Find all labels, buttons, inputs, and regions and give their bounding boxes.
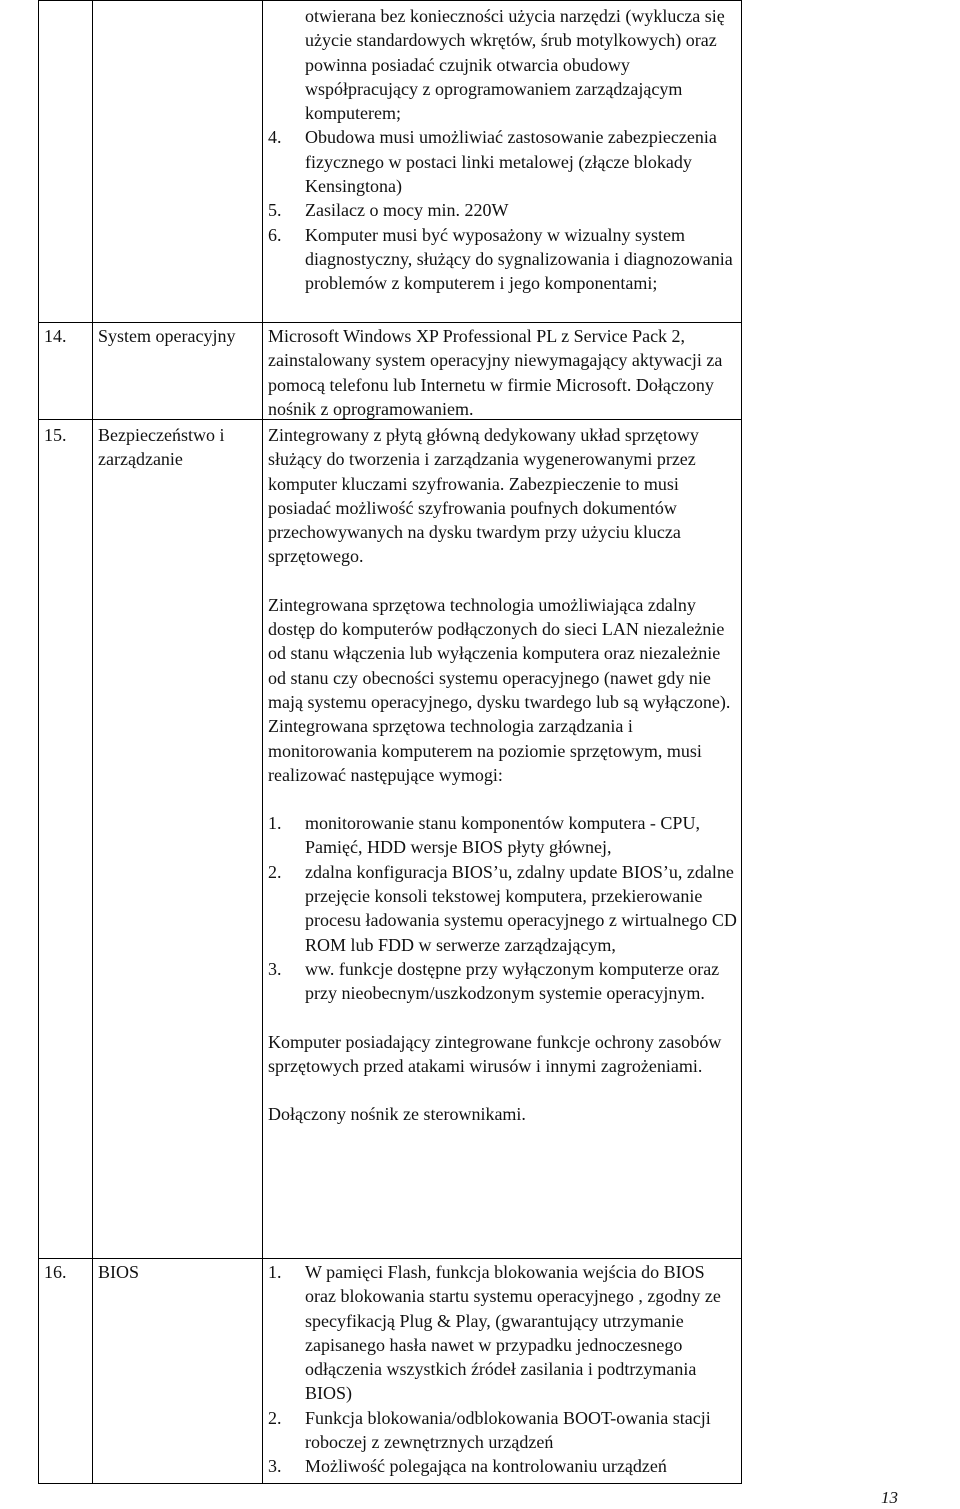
row-number: 14. xyxy=(44,326,67,346)
list-item xyxy=(268,4,733,125)
row-number: 15. xyxy=(44,425,67,445)
paragraph: Dołączony nośnik ze sterownikami. xyxy=(268,1104,526,1125)
row-number: 16. xyxy=(44,1262,67,1282)
table-border-left xyxy=(38,0,39,1484)
list-item-text: otwierana bez konieczności użycia narzędzi (wyklucza się użycie standardowych wkrętów, śrub motylkowych) oraz powinna posiadać czujnik otwarcia obudowy współpracujący z oprogramowaniem zarządzającym komputerem; xyxy=(305,6,725,124)
list-item-number: 5. xyxy=(268,200,282,221)
paragraph: Zintegrowana sprzętowa technologia umożliwiająca zdalny dostęp do komputerów podłączonych do sieci LAN niezależnie od stanu włączenia lub wyłączenia komputera oraz niezależnie od stanu czy obecności systemu operacyjnego (nawet gdy nie mają systemu operacyjnego, dysku twardego lub są wyłączone). Zintegrowana sprzętowa technologia zarządzania i monitorowania komputerem na poziomie sprzętowym, musi realizować następujące wymogi: xyxy=(268,594,731,785)
list-item xyxy=(268,125,733,198)
row-label: Bezpieczeństwo i zarządzanie xyxy=(98,425,225,470)
list-item-number: 3. xyxy=(268,958,282,979)
table-border-num-col xyxy=(92,0,93,1484)
list-item-text: Możliwość polegająca na kontrolowaniu urządzeń xyxy=(305,1456,667,1477)
list-item-number: 3. xyxy=(268,1456,282,1477)
list-item-text: monitorowanie stanu komponentów komputera - CPU, Pamięć, HDD wersje BIOS płyty głównej, xyxy=(305,813,700,858)
list-item xyxy=(268,1454,738,1478)
list-item xyxy=(268,957,738,1006)
list-item xyxy=(268,860,738,957)
table-row-border xyxy=(38,1258,741,1259)
list-item-text: W pamięci Flash, funkcja blokowania wejścia do BIOS oraz blokowania startu systemu operacyjnego , zgodny ze specyfikacją Plug & Play, (gwarantujący utrzymanie zapisanego hasła nawet w przypadku jednoczesnego odłączenia wszystkich źródeł zasilania i podtrzymania BIOS) xyxy=(305,1262,721,1404)
list-item-text: zdalna konfiguracja BIOS’u, zdalny update BIOS’u, zdalne przejęcie konsoli tekstowej komputera, przekierowanie procesu ładowania systemu operacyjnego z wirtualnego CD ROM lub FDD w serwerze zarządzającym, xyxy=(305,861,737,955)
list-item-text: Obudowa musi umożliwiać zastosowanie zabezpieczenia fizycznego w postaci linki metalowej (złącze blokady Kensingtona) xyxy=(305,127,717,197)
row-label: System operacyjny xyxy=(98,326,236,346)
list-item xyxy=(268,1406,738,1455)
table-border-label-col xyxy=(262,0,263,1484)
paragraph: Komputer posiadający zintegrowane funkcje ochrony zasobów sprzętowych przed atakami wirusów i innymi zagrożeniami. xyxy=(268,1031,722,1076)
row-label: BIOS xyxy=(98,1262,140,1282)
table-border-right xyxy=(741,0,742,1484)
list-item-number: 1. xyxy=(268,1262,282,1282)
table-row-border xyxy=(38,322,741,323)
list-item xyxy=(268,1260,738,1406)
paragraph: Zintegrowany z płytą główną dedykowany układ sprzętowy służący do tworzenia i zarządzania wygenerowanymi przez komputer kluczami szyfrowania. Zabezpieczenie to musi posiadać możliwość szyfrowania poufnych dokumentów przechowywanych na dysku twardym przy użyciu klucza sprzętowego. xyxy=(268,425,699,567)
list-item-number: 1. xyxy=(268,813,282,834)
row-15-content xyxy=(268,423,738,1126)
row-14-text: Microsoft Windows XP Professional PL z Service Pack 2, zainstalowany system operacyjny niewymagający aktywacji za pomocą telefonu lub Internetu w firmie Microsoft. Dołączony nośnik z oprogramowaniem. xyxy=(268,326,723,419)
table-row-13-cont xyxy=(268,4,733,296)
table-row-border xyxy=(38,0,741,1)
list-item-text: Zasilacz o mocy min. 220W xyxy=(305,200,509,221)
list-item-text: Funkcja blokowania/odblokowania BOOT-owania stacji roboczej z zewnętrznych urządzeń xyxy=(305,1407,711,1453)
page-number: 13 xyxy=(881,1488,898,1507)
list-item-number: 2. xyxy=(268,861,282,882)
list-item xyxy=(268,198,733,222)
list-item xyxy=(268,811,738,860)
list-item xyxy=(268,223,733,296)
list-item-number: 2. xyxy=(268,1407,282,1428)
list-item-number: 4. xyxy=(268,127,282,148)
table-row-border xyxy=(38,1483,741,1484)
row-16-content xyxy=(268,1260,738,1479)
list-item-text: Komputer musi być wyposażony w wizualny system diagnostyczny, służący do sygnalizowania i diagnozowania problemów z komputerem i jego komponentami; xyxy=(305,224,733,294)
list-item-text: ww. funkcje dostępne przy wyłączonym komputerze oraz przy nieobecnym/uszkodzonym systemie operacyjnym. xyxy=(305,958,720,1004)
list-item-number: 6. xyxy=(268,224,282,245)
